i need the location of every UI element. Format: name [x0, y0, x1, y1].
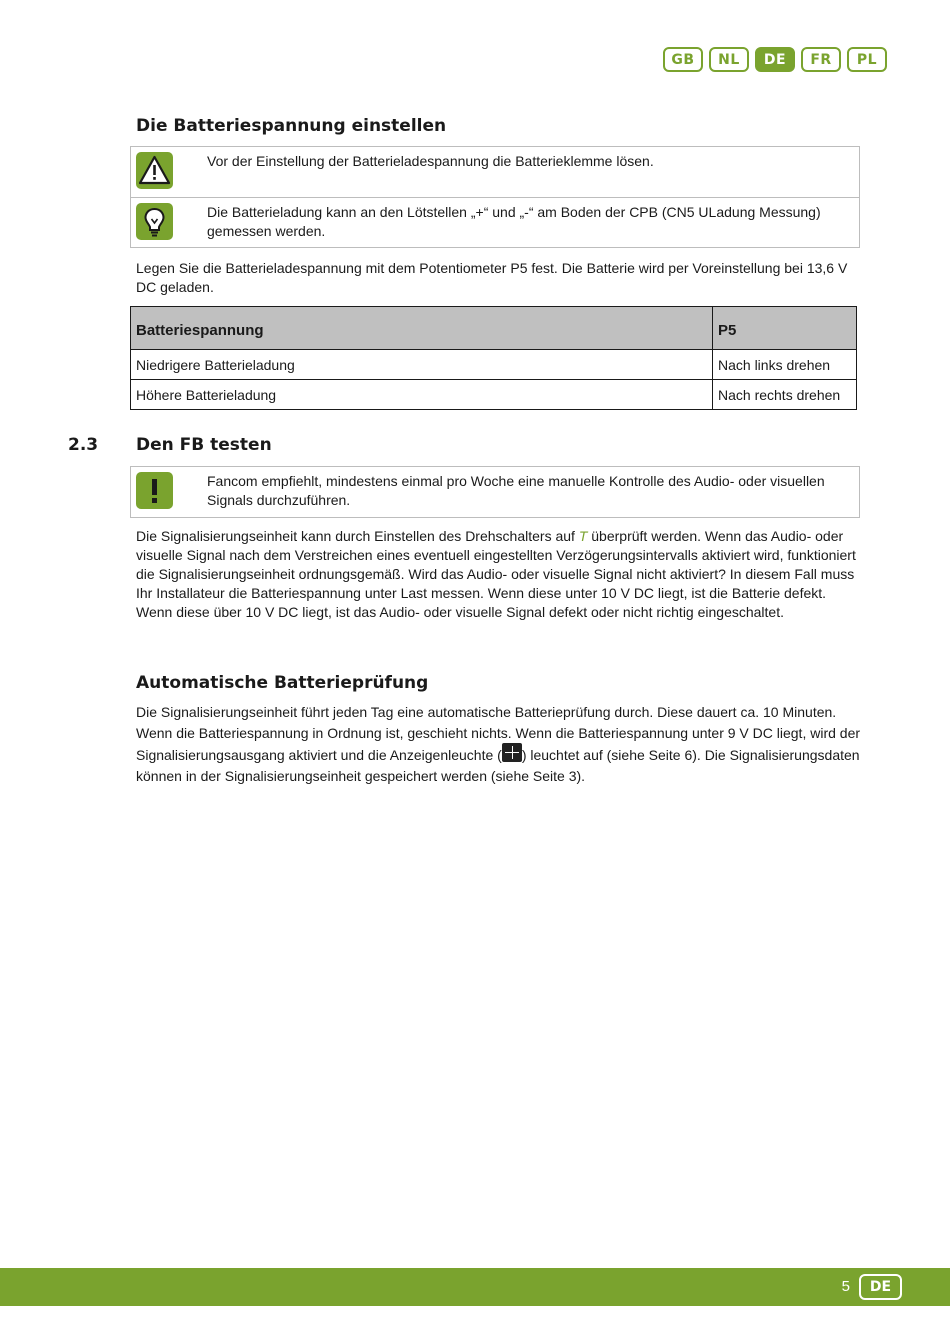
switch-position: T: [578, 528, 588, 544]
lang-tab-nl[interactable]: NL: [709, 47, 749, 72]
page-number: 5: [841, 1278, 850, 1295]
warning-text: Vor der Einstellung der Batterieladespannung die Batterieklemme lösen.: [207, 153, 654, 169]
tip-text: Die Batterieladung kann an den Lötstellen „+“ und „-“ am Boden der CPB (CN5 ULadung Messung) gemessen werden.: [207, 204, 821, 239]
section-heading-test: Den FB testen: [136, 435, 272, 455]
table-row: [131, 350, 857, 380]
lightbulb-icon: [136, 203, 173, 240]
important-text: Fancom empfiehlt, mindestens einmal pro Woche eine manuelle Kontrolle des Audio- oder visuellen Signals durchzuführen.: [207, 473, 825, 508]
battery-voltage-paragraph: Legen Sie die Batterieladespannung mit dem Potentiometer P5 fest. Die Batterie wird per Voreinstellung bei 13,6 V DC geladen.: [136, 260, 848, 295]
auto-check-start: Die Signalisierungseinheit führt jeden Tag eine automatische Batterieprüfung durch. Diese dauert ca. 10 Minuten. Wenn die Batteriespannung in Ordnung ist, geschieht nichts. Wenn die Batteriespannung unter 9 V DC liegt, wird der Signalisierungsausgang aktiviert und die Anzeigenleuchte (: [136, 704, 861, 763]
tip-notice: [131, 197, 859, 248]
section-number: 2.3: [68, 435, 99, 455]
important-notice: [130, 466, 860, 518]
language-selector: [663, 47, 887, 72]
warning-icon: [136, 152, 173, 189]
table-row: [131, 380, 857, 410]
voltage-table: [130, 306, 857, 410]
table-cell: Nach rechts drehen: [713, 380, 857, 410]
exclamation-icon: [136, 472, 173, 509]
test-paragraph-end: überprüft werden. Wenn das Audio- oder visuelle Signal nach dem Verstreichen eines eventuell eingestellten Verzögerungsintervalls aktiviert wird, funktioniert die Signalisierungseinheit ordnungsgemäß. Wird das Audio- oder visuelle Signal nicht aktiviert? In diesem Fall muss Ihr Installateur die Batteriespannung unter Last messen. Wenn diese unter 10 V DC liegt, ist die Batterie defekt. Wenn diese über 10 V DC liegt, ist das Audio- oder visuelle Signal defekt oder nicht richtig eingeschaltet.: [136, 528, 856, 620]
test-paragraph: [136, 527, 864, 622]
table-cell: Nach links drehen: [713, 350, 857, 380]
page-footer: [0, 1268, 950, 1306]
important-notice-row: [131, 467, 859, 517]
notice-box: [130, 146, 860, 248]
lang-tab-pl[interactable]: PL: [847, 47, 887, 72]
lang-tab-fr[interactable]: FR: [801, 47, 841, 72]
table-cell: Niedrigere Batterieladung: [131, 350, 713, 380]
table-header-row: [131, 307, 857, 350]
lang-tab-de[interactable]: DE: [755, 47, 795, 72]
section-heading-auto-check: Automatische Batterieprüfung: [136, 673, 429, 693]
section-heading-battery-voltage: Die Batteriespannung einstellen: [136, 116, 447, 136]
test-paragraph-start: Die Signalisierungseinheit kann durch Einstellen des Drehschalters auf: [136, 528, 579, 544]
footer-lang-badge: DE: [859, 1274, 902, 1300]
table-header-cell: Batteriespannung: [131, 307, 713, 350]
auto-check-end: ) leuchtet auf (siehe Seite 6). Die Signalisierungsdaten können in der Signalisierungseinheit gespeichert werden (siehe Seite 3).: [136, 747, 860, 784]
table-cell: Höhere Batterieladung: [131, 380, 713, 410]
indicator-light-icon: [502, 743, 522, 762]
lang-tab-gb[interactable]: GB: [663, 47, 703, 72]
auto-check-paragraph: [136, 702, 864, 786]
table-header-cell: P5: [713, 307, 857, 350]
warning-notice: [131, 147, 859, 197]
